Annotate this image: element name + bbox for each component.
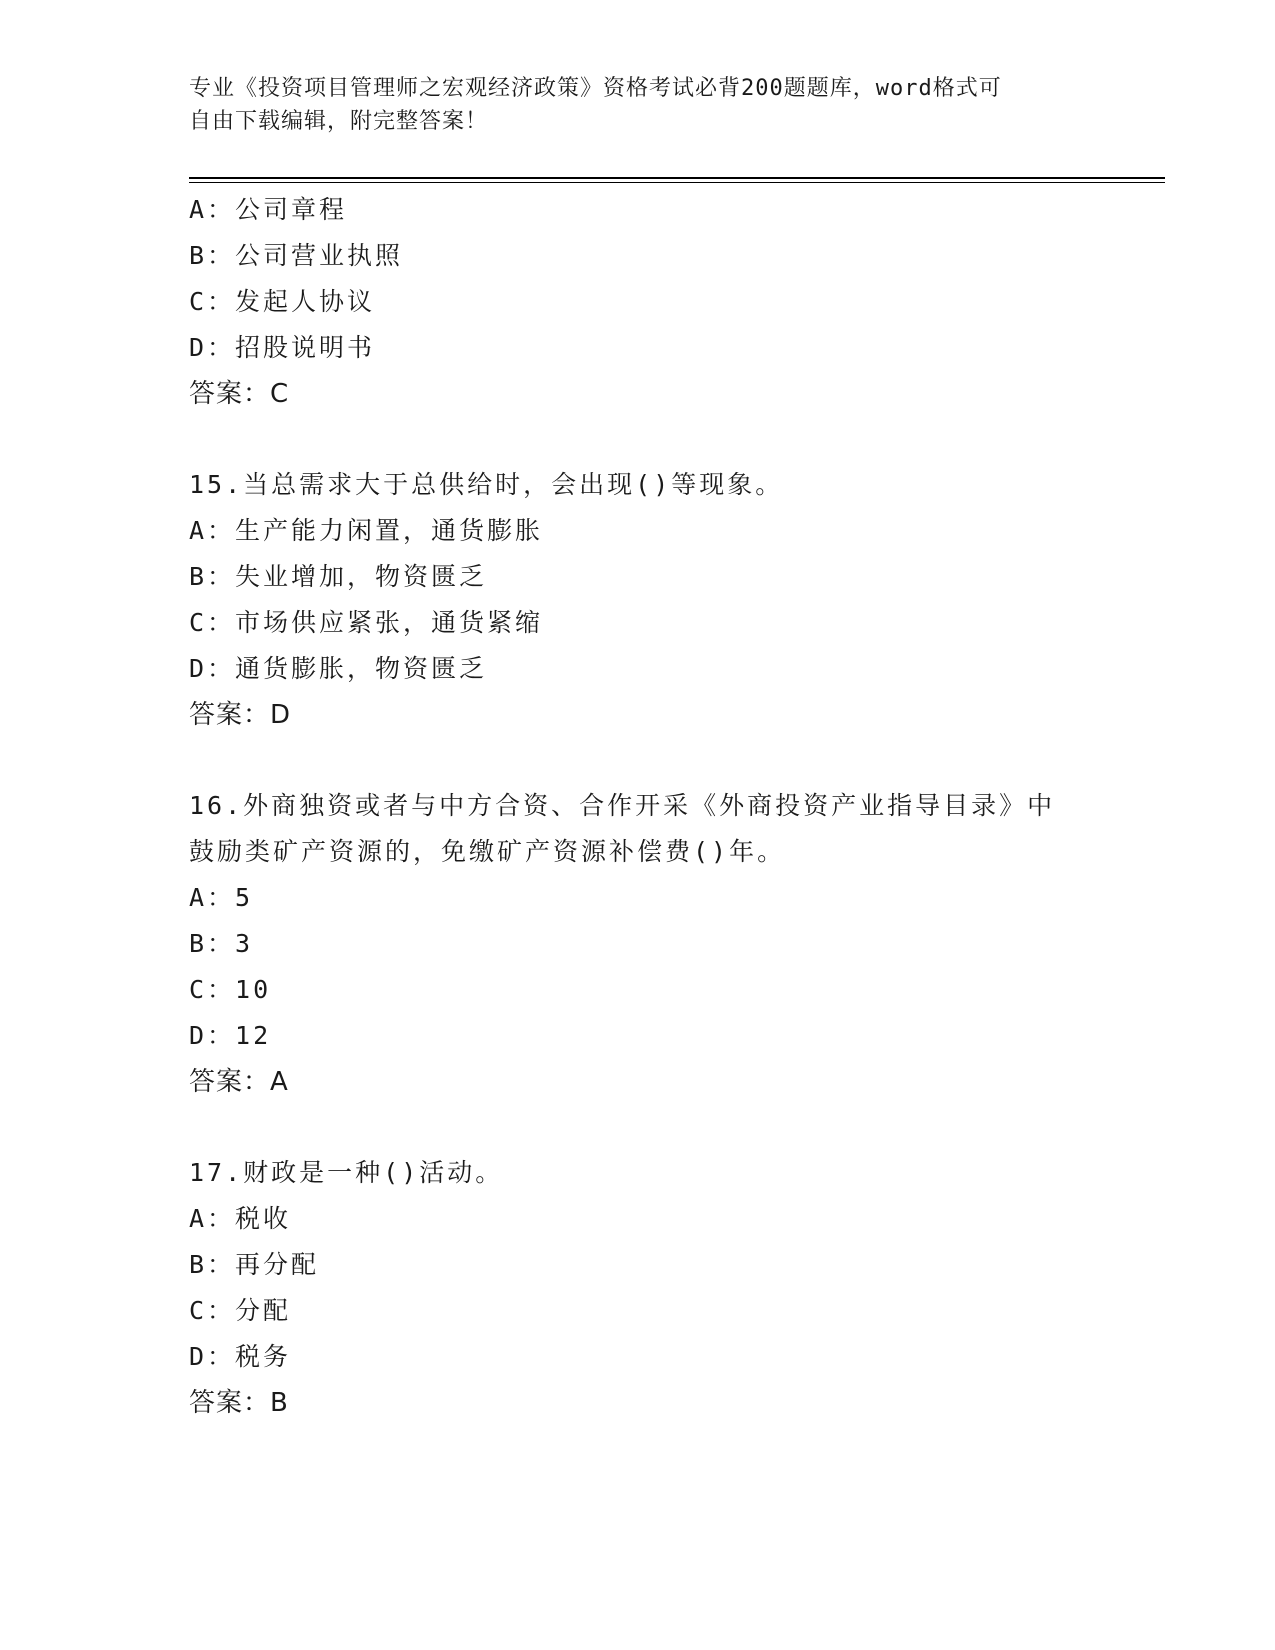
header-line-2: 自由下载编辑，附完整答案！ [189, 109, 489, 134]
answer-text: 答案：D [189, 700, 292, 730]
option-b: B：3 [189, 929, 254, 958]
option-c: C：10 [189, 975, 272, 1004]
question-14 [189, 187, 1089, 417]
option-b: B：公司营业执照 [189, 241, 404, 270]
question-15 [189, 462, 1089, 738]
option-c: C：市场供应紧张，通货紧缩 [189, 608, 544, 637]
question-text: 15.当总需求大于总供给时，会出现()等现象。 [189, 470, 784, 499]
answer-text: 答案：A [189, 1067, 289, 1097]
answer-text: 答案：C [189, 379, 290, 409]
answer-text: 答案：B [189, 1388, 289, 1418]
option-c: C：发起人协议 [189, 287, 376, 316]
option-c: C：分配 [189, 1296, 292, 1325]
option-a: A：生产能力闲置，通货膨胀 [189, 516, 544, 545]
header-line-1: 专业《投资项目管理师之宏观经济政策》资格考试必背200题题库，word格式可 [189, 76, 1002, 101]
option-d: D：税务 [189, 1342, 292, 1371]
question-text-line-2: 鼓励类矿产资源的，免缴矿产资源补偿费()年。 [189, 837, 786, 866]
option-a: A：5 [189, 883, 254, 912]
question-spacer [189, 1105, 1089, 1150]
option-b: B：失业增加，物资匮乏 [189, 562, 488, 591]
option-a: A：税收 [189, 1204, 292, 1233]
option-a: A：公司章程 [189, 195, 348, 224]
question-spacer [189, 738, 1089, 783]
question-spacer [189, 417, 1089, 462]
option-d: D：通货膨胀，物资匮乏 [189, 654, 488, 683]
header-divider-thin [189, 182, 1165, 183]
option-d: D：招股说明书 [189, 333, 376, 362]
question-list [189, 187, 1089, 1426]
question-text: 17.财政是一种()活动。 [189, 1158, 504, 1187]
option-b: B：再分配 [189, 1250, 320, 1279]
question-17 [189, 1150, 1089, 1426]
document-header [189, 72, 1089, 138]
question-16 [189, 783, 1089, 1105]
question-text-line-1: 16.外商独资或者与中方合资、合作开采《外商投资产业指导目录》中 [189, 791, 1056, 820]
option-d: D：12 [189, 1021, 272, 1050]
header-divider [189, 177, 1165, 179]
